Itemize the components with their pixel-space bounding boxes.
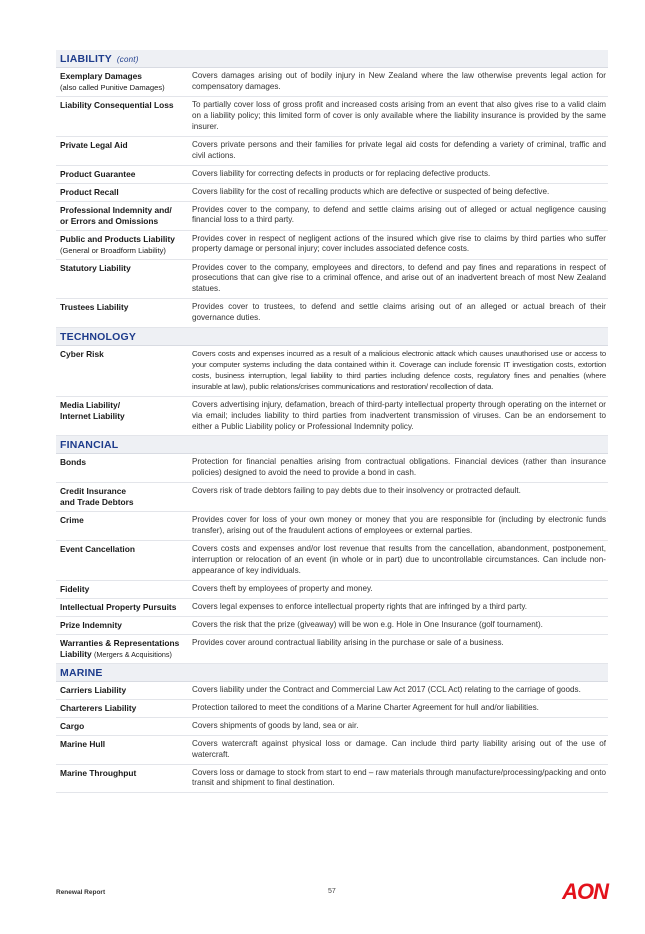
section-header-financial <box>56 436 608 454</box>
footer-report-title: Renewal Report <box>56 889 106 896</box>
glossary-description: Protection tailored to meet the conditions of a Marine Charter Agreement for hull and/or liabilities. <box>192 702 539 712</box>
glossary-row <box>56 68 608 97</box>
glossary-row <box>56 700 608 718</box>
term-label: Charterers Liability <box>60 702 137 713</box>
term-label: Professional Indemnity and/ <box>60 204 172 215</box>
glossary-row <box>56 166 608 184</box>
term-label: Statutory Liability <box>60 262 131 273</box>
glossary-description: Covers liability for correcting defects in products or for replacing defective products. <box>192 168 491 178</box>
glossary-term <box>56 515 192 537</box>
glossary-description: Covers liability under the Contract and Commercial Law Act 2017 (CCL Act) relating to the carriage of goods. <box>192 684 581 694</box>
glossary-term <box>56 620 192 631</box>
term-label: Public and Products Liability <box>60 233 175 244</box>
glossary-description: Covers theft by employees of property and money. <box>192 583 373 593</box>
glossary-description: Covers risk of trade debtors failing to pay debts due to their insolvency or protracted default. <box>192 486 521 496</box>
glossary-description: Covers legal expenses to enforce intellectual property rights that are infringed by a third party. <box>192 601 528 611</box>
term-label: Intellectual Property Pursuits <box>60 601 177 612</box>
term-qualifier: (Mergers & Acquisitions) <box>93 649 172 659</box>
glossary-description: Covers private persons and their families for private legal aid costs for defending a variety of criminal, traffic and civil actions. <box>192 139 606 160</box>
glossary-term <box>56 584 192 595</box>
glossary-row <box>56 346 608 397</box>
term-label: Cyber Risk <box>60 349 104 360</box>
glossary-row <box>56 512 608 541</box>
page-number: 57 <box>328 888 336 895</box>
glossary-term <box>56 457 192 479</box>
term-label: Cargo <box>60 720 85 731</box>
glossary-term <box>56 602 192 613</box>
glossary-description: Provides cover to the company, employees and directors, to defend and pay fines and reparations in respect of prosecutions that can give rise to a criminal offence, and arise out of an inadvertent breach of most New Zealand statues. <box>192 262 606 294</box>
glossary-page <box>56 50 608 793</box>
term-label: Crime <box>60 515 84 526</box>
page-footer <box>56 879 608 912</box>
glossary-term <box>56 685 192 696</box>
term-label: Credit Insurance <box>60 486 127 497</box>
aon-logo: AON <box>562 879 608 904</box>
term-qualifier: (also called Punitive Damages) <box>60 83 165 92</box>
glossary-row <box>56 541 608 581</box>
glossary-description: Covers costs and expenses and/or lost revenue that results from the cancellation, abandonment, postponement, interruption or relocation of an event (in whole or in part) due to uncontrollable circumstances. Can include non-appearance of key individuals. <box>192 544 606 575</box>
glossary-row <box>56 137 608 166</box>
term-label: Fidelity <box>60 583 90 594</box>
glossary-term <box>56 486 192 508</box>
term-label-line2: Liability <box>60 648 92 659</box>
glossary-row <box>56 765 608 794</box>
glossary-row <box>56 581 608 599</box>
term-label: Media Liability/ <box>60 399 121 410</box>
glossary-term <box>56 349 192 393</box>
section-title: MARINE <box>60 666 103 679</box>
glossary-row <box>56 635 608 664</box>
glossary-term <box>56 739 192 761</box>
glossary-term <box>56 263 192 296</box>
glossary-description: Provides cover for loss of your own money or money that you are responsible for (including by electronic funds transfer), arising out of the fraudulent actions of employees or external parties. <box>192 515 606 536</box>
term-label-line2: or Errors and Omissions <box>60 215 159 226</box>
glossary-term <box>56 100 192 133</box>
glossary-term <box>56 205 192 227</box>
glossary-row <box>56 617 608 635</box>
term-label: Exemplary Damages <box>60 71 142 81</box>
term-qualifier: (General or Broadform Liability) <box>60 245 166 255</box>
glossary-description: Covers costs and expenses incurred as a result of a malicious electronic attack which causes unauthorised use or access to your computer systems including the data contained within it. Coverage can include forensic IT investigation costs, extortion costs, business interruption, legal liability to third parties including defence costs, regulatory fines and penalties (where insurable at law), public relations/crises communications and restoration/ recollection of data. <box>192 349 606 391</box>
glossary-row <box>56 718 608 736</box>
glossary-row <box>56 736 608 765</box>
glossary-description: Protection for financial penalties arising from contractual obligations. Financial devices (rather than insurance policies) designed to avoid the need to provide a bond in cash. <box>192 457 606 478</box>
glossary-description: Covers advertising injury, defamation, breach of third-party intellectual property through operating on the internet or via email; includes liability to third parties from inadvertent transmission of viruses. Can be an endorsement to either a Public Liability policy or Professional Indemnity policy. <box>192 399 606 431</box>
section-header-marine <box>56 664 608 682</box>
glossary-term <box>56 768 192 790</box>
glossary-row <box>56 231 608 260</box>
section-header-technology <box>56 328 608 346</box>
glossary-description: Provides cover in respect of negligent actions of the insured which give rise to claims by third parties who suffer property damage or personal injury; cover includes associated defence costs. <box>192 233 606 254</box>
glossary-description: Covers loss or damage to stock from start to end – raw materials through manufacture/processing/packing and onto transit and shipment to final destination. <box>192 767 606 788</box>
glossary-term <box>56 544 192 577</box>
glossary-row <box>56 202 608 231</box>
glossary-row <box>56 299 608 328</box>
glossary-term <box>56 169 192 180</box>
glossary-row <box>56 599 608 617</box>
term-label: Event Cancellation <box>60 544 135 555</box>
term-label: Marine Throughput <box>60 767 137 778</box>
glossary-term <box>56 721 192 732</box>
glossary-description: Provides cover to the company, to defend and settle claims arising out of alleged or actual negligence causing financial loss to a third party. <box>192 204 606 225</box>
term-label: Carriers Liability <box>60 684 127 695</box>
glossary-description: Covers liability for the cost of recalling products which are defective or suspected of being defective. <box>192 186 550 196</box>
glossary-description: Provides cover around contractual liability arising in the purchase or sale of a business. <box>192 637 504 647</box>
glossary-term <box>56 703 192 714</box>
glossary-description: Covers the risk that the prize (giveaway) will be won e.g. Hole in One Insurance (golf tournament). <box>192 619 543 629</box>
glossary-row <box>56 260 608 300</box>
glossary-description: Covers shipments of goods by land, sea or air. <box>192 720 359 730</box>
term-label-line2: Internet Liability <box>60 410 125 421</box>
section-header-liability <box>56 50 608 68</box>
glossary-term <box>56 187 192 198</box>
glossary-row <box>56 682 608 700</box>
term-label: Trustees Liability <box>60 302 129 313</box>
term-label: Product Guarantee <box>60 168 136 179</box>
term-label: Product Recall <box>60 186 119 197</box>
glossary-row <box>56 483 608 512</box>
section-title: LIABILITY <box>60 53 112 65</box>
term-label: Bonds <box>60 457 87 468</box>
glossary-row <box>56 454 608 483</box>
glossary-term <box>56 71 192 93</box>
term-label: Prize Indemnity <box>60 619 122 630</box>
term-label: Marine Hull <box>60 738 106 749</box>
glossary-row <box>56 184 608 202</box>
glossary-description: Provides cover to trustees, to defend and settle claims arising out of an alleged or actual breach of their governance duties. <box>192 302 606 323</box>
glossary-description: To partially cover loss of gross profit and increased costs arising from an event that also gives rise to a valid claim on a liability policy; this limited form of cover is only available where the liability insurance is provided by the same insurer. <box>192 100 606 131</box>
term-label: Warranties & Representations <box>60 637 180 648</box>
glossary-term <box>56 140 192 162</box>
glossary-row <box>56 97 608 137</box>
glossary-term <box>56 302 192 324</box>
section-cont-label: (cont) <box>116 55 139 64</box>
section-title: TECHNOLOGY <box>60 331 137 344</box>
glossary-description: Covers watercraft against physical loss or damage. Can include third party liability arising out of the use of watercraft. <box>192 738 606 759</box>
glossary-term <box>56 638 192 660</box>
term-label: Private Legal Aid <box>60 139 128 150</box>
glossary-row <box>56 397 608 437</box>
glossary-term <box>56 400 192 433</box>
glossary-description: Covers damages arising out of bodily injury in New Zealand where the law otherwise prevents legal action for compensatory damages. <box>192 71 606 91</box>
term-label: Liability Consequential Loss <box>60 100 174 110</box>
section-title: FINANCIAL <box>60 439 119 452</box>
term-label-line2: and Trade Debtors <box>60 497 134 508</box>
glossary-term <box>56 234 192 256</box>
